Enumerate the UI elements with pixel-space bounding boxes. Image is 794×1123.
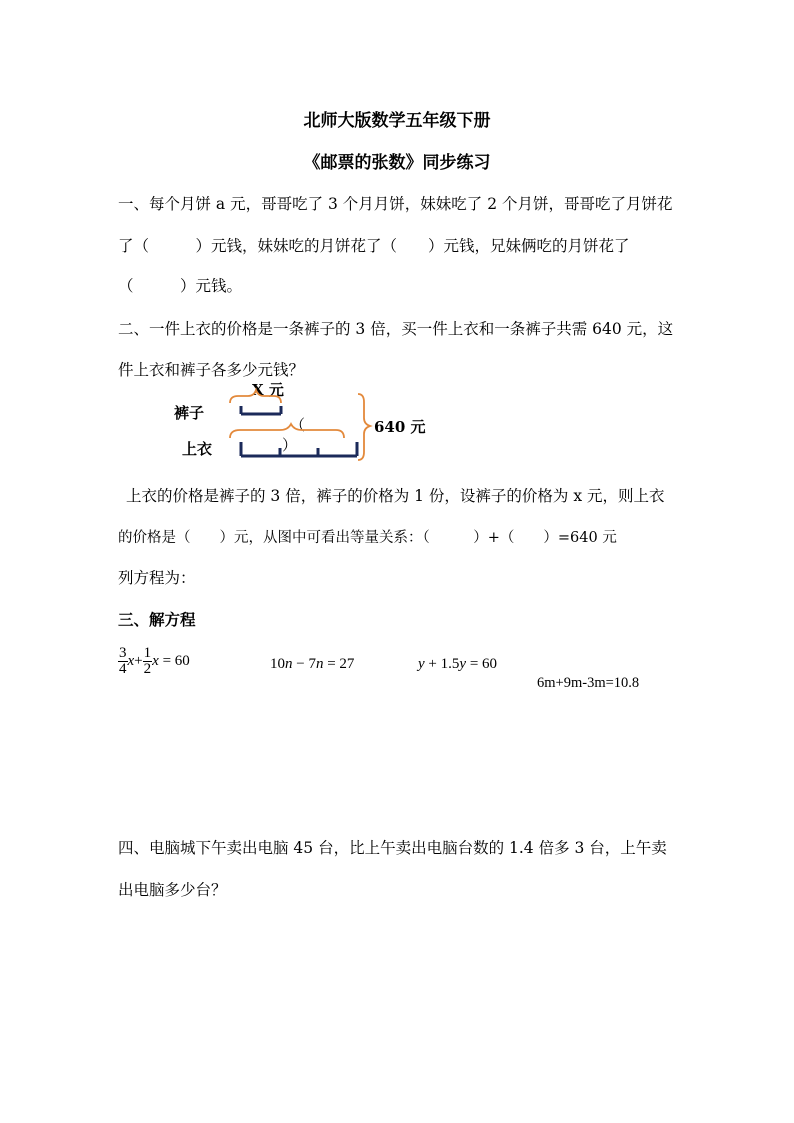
- equation-2: [270, 656, 354, 673]
- eq2-minus: − 7: [292, 656, 316, 672]
- q1-line-3: （ ）元钱。: [118, 277, 243, 295]
- pants-segment: [241, 406, 281, 414]
- eq3-rhs: = 60: [466, 656, 498, 672]
- q4-line-1: 四、电脑城下午卖出电脑 45 台，比上午卖出电脑台数的 1.4 倍多 3 台，上午卖: [118, 839, 667, 857]
- eq1-plus: +: [134, 652, 143, 669]
- pants-label: 裤子: [174, 404, 205, 422]
- x-yuan-label: X 元: [252, 381, 284, 399]
- q1-line-1: 一、每个月饼 a 元，哥哥吃了 3 个月月饼，妹妹吃了 2 个月饼，哥哥吃了月饼花: [118, 195, 673, 213]
- frac1-numerator: 3: [119, 645, 127, 661]
- eq3-var2: y: [459, 656, 467, 672]
- q1-line-2: 了（ ）元钱，妹妹吃的月饼花了（ ）元钱，兄妹俩吃的月饼花了: [118, 237, 630, 255]
- q2-line-1: 二、一件上衣的价格是一条裤子的 3 倍，买一件上衣和一条裤子共需 640 元，这: [118, 320, 674, 338]
- paren-open: （: [290, 416, 306, 434]
- frac2-numerator: 1: [143, 645, 152, 661]
- equation-3: [418, 656, 497, 673]
- page-title: 北师大版数学五年级下册: [303, 111, 491, 131]
- frac2-denominator: 2: [143, 661, 152, 677]
- total-640-label: 640 元: [374, 418, 426, 436]
- pants-brace: [230, 390, 281, 403]
- eq3-var1: y: [418, 656, 425, 672]
- q4-line-2: 出电脑多少台？: [118, 881, 227, 899]
- shirt-segment: [241, 442, 357, 456]
- total-brace: [358, 394, 370, 460]
- paren-close: ）: [282, 436, 298, 454]
- eq1-var2: x: [152, 652, 159, 669]
- eq2-rhs: = 27: [323, 656, 355, 672]
- fraction-1-2: [143, 646, 153, 677]
- shirt-label: 上衣: [182, 440, 213, 458]
- q2-line-3: 上衣的价格是裤子的 3 倍，裤子的价格为 1 份，设裤子的价格为 x 元，则上衣: [126, 487, 665, 505]
- shirt-brace: [230, 424, 344, 438]
- eq3-mid: + 1.5: [424, 656, 460, 672]
- eq2-coef: 10: [270, 656, 285, 672]
- eq1-var1: x: [127, 652, 135, 669]
- q3-heading: 三、解方程: [118, 610, 196, 629]
- page-subtitle: 《邮票的张数》同步练习: [303, 153, 491, 173]
- eq2-var1: n: [285, 656, 293, 672]
- eq2-var2: n: [315, 656, 324, 672]
- equation-4: 6m+9m-3m=10.8: [537, 675, 640, 691]
- fraction-3-4: [118, 646, 128, 677]
- q2-line-5: 列方程为：: [118, 569, 196, 587]
- frac1-denominator: 4: [119, 661, 127, 677]
- q2-line-2: 件上衣和裤子各多少元钱？: [118, 361, 305, 379]
- equation-1: [118, 646, 190, 677]
- eq1-rhs: = 60: [162, 652, 190, 669]
- q2-line-4: 的价格是（ ）元，从图中可看出等量关系：（ ）+（ ）=640 元: [118, 530, 617, 546]
